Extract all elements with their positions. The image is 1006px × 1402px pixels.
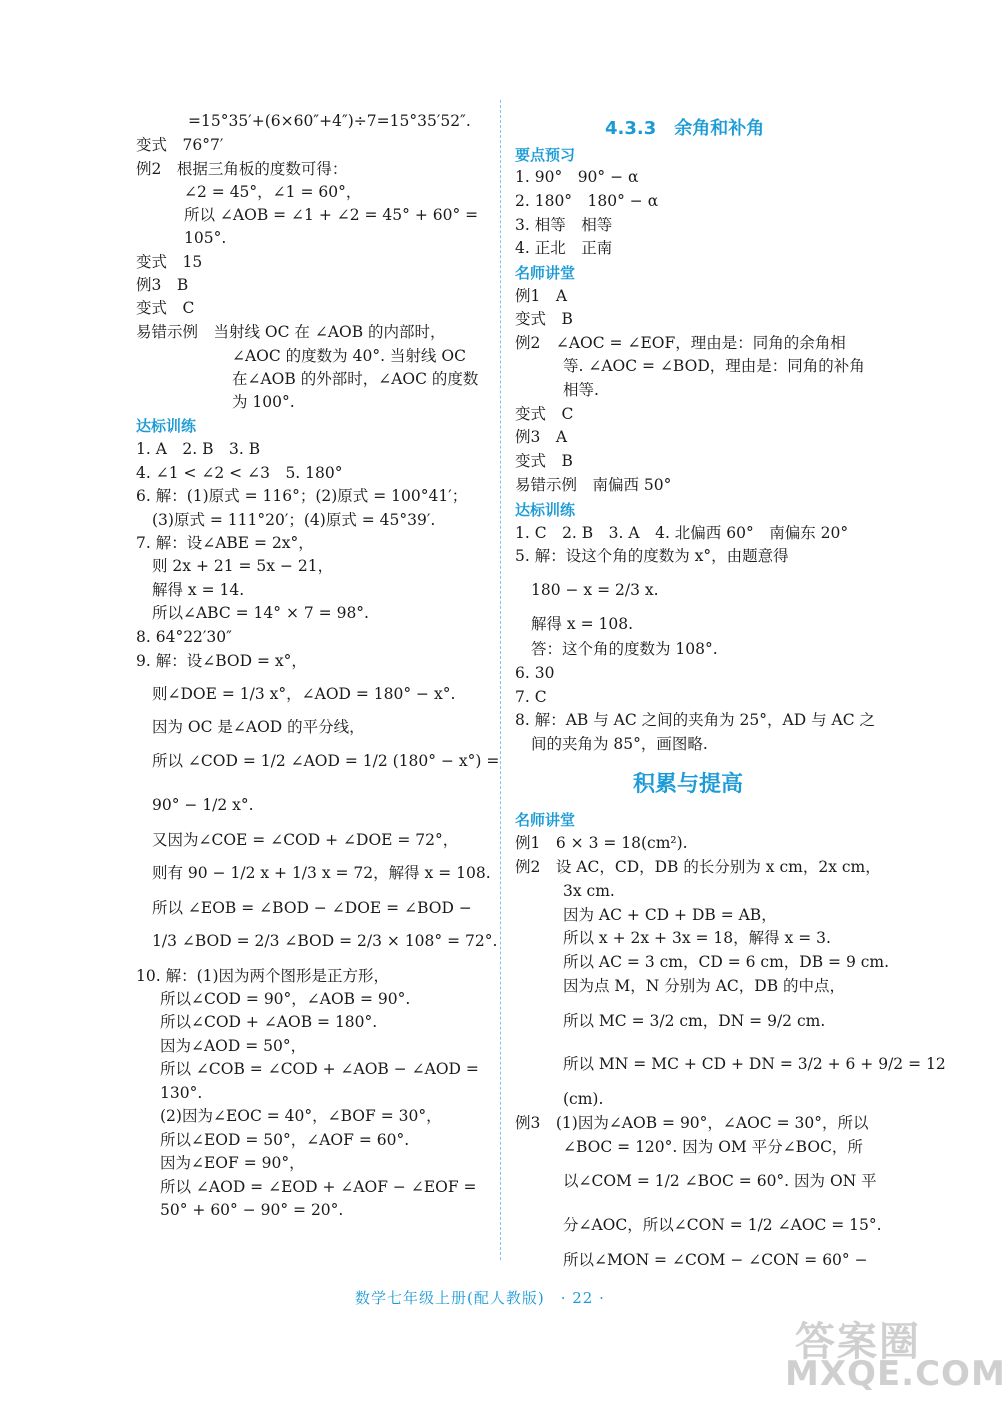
text-line: 所以 MN = MC + CD + DN = 3/2 + 6 + 9/2 = 12: [563, 1055, 946, 1073]
text-line: 间的夹角为 85°，画图略.: [531, 735, 708, 753]
text-line: 1. C 2. B 3. A 4. 北偏西 60° 南偏东 20°: [515, 524, 849, 542]
text-line: 例3 B: [136, 276, 189, 294]
text-line: 变式 76°7′: [136, 136, 224, 154]
text-line: 4. 正北 正南: [515, 239, 613, 257]
text-line: 相等.: [563, 381, 599, 399]
text-line: 为 100°.: [232, 393, 295, 411]
text-line: 则∠DOE = 1/3 x°，∠AOD = 180° − x°.: [152, 685, 456, 703]
section-heading-dabiao: 达标训练: [515, 501, 576, 519]
text-line: 变式 C: [515, 405, 574, 423]
text-line: ∠BOC = 120°. 因为 OM 平分∠BOC，所: [563, 1138, 863, 1156]
text-line: 7. C: [515, 688, 547, 706]
text-line: 变式 B: [515, 310, 573, 328]
text-line: 则有 90 − 1/2 x + 1/3 x = 72，解得 x = 108.: [152, 864, 491, 882]
text-line: 例3 A: [515, 428, 568, 446]
text-line: 9. 解：设∠BOD = x°，: [136, 652, 307, 670]
watermark-url: MXQE.COM: [785, 1354, 1006, 1394]
text-line: 因为 OC 是∠AOD 的平分线，: [152, 718, 365, 736]
text-line: 例1 6 × 3 = 18(cm²).: [515, 834, 688, 852]
text-line: 3. 相等 相等: [515, 216, 613, 234]
text-line: 因为 AC + CD + DB = AB，: [563, 906, 777, 924]
text-line: =15°35′+(6×60″+4″)÷7=15°35′52″.: [188, 112, 471, 130]
text-line: 3x cm.: [563, 882, 615, 900]
text-line: 又因为∠COE = ∠COD + ∠DOE = 72°，: [152, 831, 459, 849]
text-line: 变式 15: [136, 253, 203, 271]
text-line: ∠AOC 的度数为 40°. 当射线 OC: [232, 347, 466, 365]
text-line: 所以∠ABC = 14° × 7 = 98°.: [152, 604, 369, 622]
section-heading-yaodian: 要点预习: [515, 146, 576, 164]
text-line: 4. ∠1 < ∠2 < ∠3 5. 180°: [136, 464, 343, 482]
text-line: 例3 (1)因为∠AOB = 90°，∠AOC = 30°，所以: [515, 1114, 869, 1132]
text-line: 6. 30: [515, 664, 555, 682]
text-line: 130°.: [160, 1084, 203, 1102]
text-line: 分∠AOC，所以∠CON = 1/2 ∠AOC = 15°.: [563, 1216, 882, 1234]
text-line: 所以 x + 2x + 3x = 18，解得 x = 3.: [563, 929, 831, 947]
text-line: 6. 解：(1)原式 = 116°；(2)原式 = 100°41′；: [136, 487, 468, 505]
watermark-logo: [785, 1310, 1006, 1394]
text-line: 7. 解：设∠ABE = 2x°，: [136, 534, 314, 552]
text-line: 1. 90° 90° − α: [515, 168, 639, 186]
text-line: 因为点 M，N 分别为 AC，DB 的中点，: [563, 977, 846, 995]
text-line: 所以 ∠COB = ∠COD + ∠AOB − ∠AOD =: [160, 1060, 479, 1078]
text-line: 8. 64°22′30″: [136, 628, 232, 646]
text-line: 所以∠COD + ∠AOB = 180°.: [160, 1013, 378, 1031]
text-line: 例2 ∠AOC = ∠EOF，理由是：同角的余角相: [515, 334, 846, 352]
text-line: 2. 180° 180° − α: [515, 192, 659, 210]
text-line: 所以∠MON = ∠COM − ∠CON = 60° −: [563, 1251, 868, 1269]
text-line: 180 − x = 2/3 x.: [531, 581, 659, 599]
text-line: 所以∠COD = 90°，∠AOB = 90°.: [160, 990, 411, 1008]
section-heading-mingshi-2: 名师讲堂: [515, 811, 576, 829]
section-heading-mingshi: 名师讲堂: [515, 264, 576, 282]
text-line: ∠2 = 45°，∠1 = 60°，: [184, 183, 362, 201]
page-footer: 数学七年级上册(配人教版) · 22 ·: [355, 1289, 605, 1307]
text-line: 1. A 2. B 3. B: [136, 440, 261, 458]
text-line: 8. 解：AB 与 AC 之间的夹角为 25°，AD 与 AC 之: [515, 711, 875, 729]
text-line: 所以 MC = 3/2 cm，DN = 9/2 cm.: [563, 1012, 826, 1030]
text-line: 50° + 60° − 90° = 20°.: [160, 1201, 344, 1219]
text-line: 解得 x = 108.: [531, 615, 634, 633]
column-divider: [500, 100, 501, 1260]
text-line: 所以 ∠EOB = ∠BOD − ∠DOE = ∠BOD −: [152, 899, 472, 917]
text-line: 变式 C: [136, 299, 195, 317]
text-line: 以∠COM = 1/2 ∠BOC = 60°. 因为 ON 平: [563, 1172, 877, 1190]
text-line: 因为∠AOD = 50°，: [160, 1037, 307, 1055]
text-line: 例2 根据三角板的度数可得：: [136, 160, 348, 178]
text-line: 易错示例 南偏西 50°: [515, 476, 672, 494]
text-line: 10. 解：(1)因为两个图形是正方形，: [136, 967, 390, 985]
text-line: (2)因为∠EOC = 40°，∠BOF = 30°，: [160, 1107, 442, 1125]
text-line: (cm).: [563, 1090, 604, 1108]
text-line: 例2 设 AC，CD，DB 的长分别为 x cm，2x cm，: [515, 858, 881, 876]
text-line: 答：这个角的度数为 108°.: [531, 640, 718, 658]
text-line: 易错示例 当射线 OC 在 ∠AOB 的内部时，: [136, 323, 446, 341]
text-line: 所以 AC = 3 cm，CD = 6 cm，DB = 9 cm.: [563, 953, 890, 971]
text-line: 1/3 ∠BOD = 2/3 ∠BOD = 2/3 × 108° = 72°.: [152, 932, 498, 950]
text-line: 所以 ∠AOB = ∠1 + ∠2 = 45° + 60° =: [184, 206, 479, 224]
section-heading-dabiao: 达标训练: [136, 417, 197, 435]
section-title: 4.3.3 余角和补角: [605, 118, 765, 139]
text-line: 所以 ∠AOD = ∠EOD + ∠AOF − ∠EOF =: [160, 1178, 477, 1196]
text-line: 在∠AOB 的外部时，∠AOC 的度数: [232, 370, 479, 388]
section-title-2: 积累与提高: [633, 772, 744, 797]
text-line: 解得 x = 14.: [152, 581, 245, 599]
text-line: 5. 解：设这个角的度数为 x°，由题意得: [515, 547, 789, 565]
text-line: 变式 B: [515, 452, 573, 470]
text-line: 105°.: [184, 229, 227, 247]
text-line: 因为∠EOF = 90°，: [160, 1154, 305, 1172]
text-line: 90° − 1/2 x°.: [152, 796, 254, 814]
watermark-text: 答案圈: [795, 1319, 921, 1365]
text-line: 所以 ∠COD = 1/2 ∠AOD = 1/2 (180° − x°) =: [152, 752, 500, 770]
text-line: (3)原式 = 111°20′；(4)原式 = 45°39′.: [152, 511, 436, 529]
text-line: 所以∠EOD = 50°，∠AOF = 60°.: [160, 1131, 410, 1149]
text-line: 则 2x + 21 = 5x − 21，: [152, 557, 334, 575]
text-line: 例1 A: [515, 287, 568, 305]
text-line: 等. ∠AOC = ∠BOD，理由是：同角的补角: [563, 357, 865, 375]
